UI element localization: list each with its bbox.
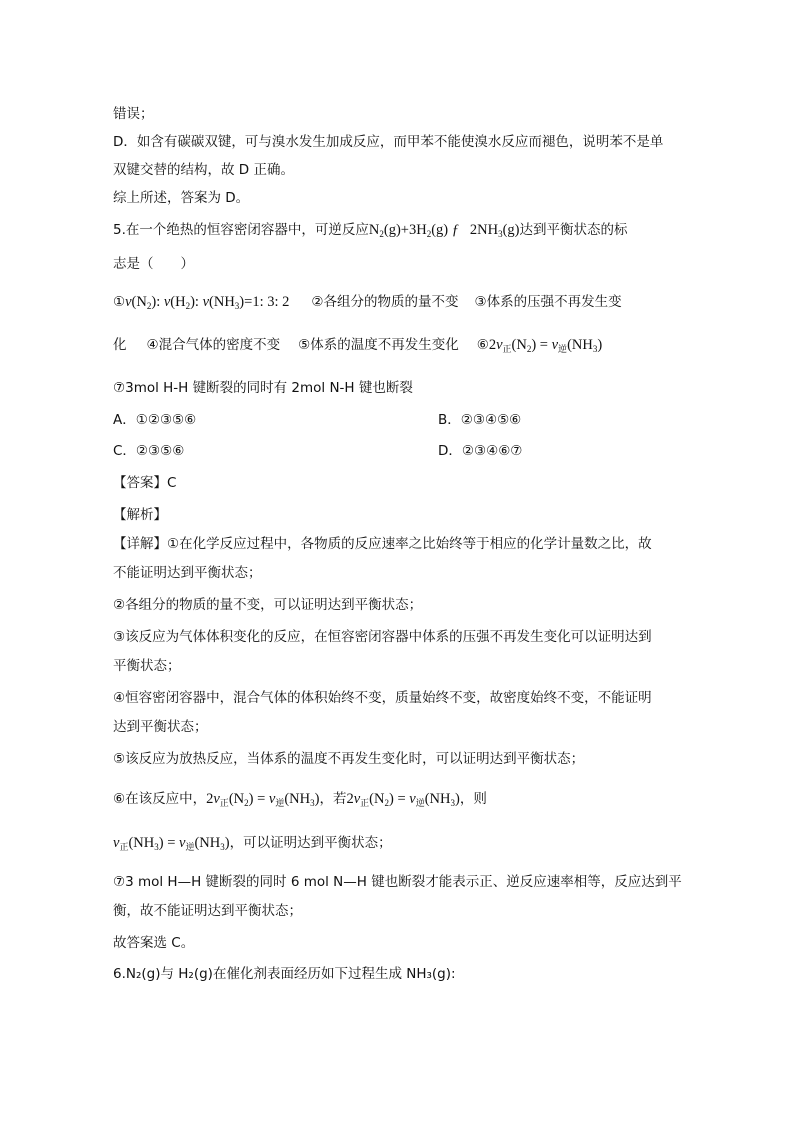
reaction-equation: $N_2(g)+3H_2(g)$ ƒ $2NH_3(g)$ xyxy=(368,222,520,239)
option-b[interactable]: B．②③④⑤⑥ xyxy=(438,412,522,428)
text-line: ⑦3mol H-H 键断裂的同时有 2mol N-H 键也断裂 xyxy=(113,380,413,396)
question-text: 达到平衡状态的标 xyxy=(519,222,628,238)
statements-line-1: $①v(N_2)$: $v(H_2)$: $v(NH_3)=1$: 3: 2 ②各组分的物质的量不变 ③体系的压强不再发生变 xyxy=(113,294,622,311)
text-line: ⑦3 mol H—H 键断裂的同时 6 mol N—H 键也断裂才能表示正、逆反应速率相等，反应达到平 xyxy=(113,874,682,890)
option-a[interactable]: A．①②③⑤⑥ xyxy=(113,412,197,428)
statement-text: ④混合气体的密度不变 xyxy=(146,337,281,353)
rate-equation-formula: $2v_正(N_2) = v_逆(NH_3)$ xyxy=(206,791,320,808)
text-line: 衡，故不能证明达到平衡状态； xyxy=(113,903,302,919)
answer-line xyxy=(113,473,176,493)
rate-equation-formula: $2v_正(N_2) = v_逆(NH_3)$ xyxy=(346,791,460,808)
detail-line: 【详解】①在化学反应过程中，各物质的反应速率之比始终等于相应的化学计量数之比，故 xyxy=(113,536,652,552)
text-line: ④恒容密闭容器中，混合气体的体积始终不变，质量始终不变，故密度始终不变，不能证明 xyxy=(113,690,652,706)
text-line: 综上所述，答案为 D。 xyxy=(113,190,250,206)
statement-text: ⑤体系的温度不再发生变化 xyxy=(298,337,459,353)
answer-value: C xyxy=(167,475,177,491)
text-line: 故答案选 C。 xyxy=(113,935,195,951)
statements-line-2: 化 ④混合气体的密度不变 ⑤体系的温度不再发生变化 $⑥2v_正(N_2) = v_逆(NH_3)$ xyxy=(113,337,603,354)
text-line: ③该反应为气体体积变化的反应，在恒容密闭容器中体系的压强不再发生变化可以证明达到 xyxy=(113,629,652,645)
text-line: 不能证明达到平衡状态； xyxy=(113,565,262,581)
statement-text: ③体系的压强不再发生变 xyxy=(474,294,622,310)
analysis-tag: 【解析】 xyxy=(113,507,167,523)
detail-line-6b: $v_正(NH_3) = v_逆(NH_3)$，可以证明达到平衡状态； xyxy=(113,835,392,852)
question-5-stem xyxy=(113,220,627,240)
question-text: 5.在一个绝热的恒容密闭容器中，可逆反应 xyxy=(113,222,369,238)
text-line: ⑤该反应为放热反应，当体系的温度不再发生变化时，可以证明达到平衡状态； xyxy=(113,751,585,767)
rate-equation-formula: $v_正(NH_3) = v_逆(NH_3)$ xyxy=(113,835,230,852)
text-line: D．如含有碳碳双键，可与溴水发生加成反应，而甲苯不能使溴水反应而褪色，说明苯不是单 xyxy=(113,134,664,150)
text-line: 双键交替的结构，故 D 正确。 xyxy=(113,162,294,178)
text-line: ②各组分的物质的量不变，可以证明达到平衡状态； xyxy=(113,597,423,613)
rate-equation-formula: $2v_正(N_2) = v_逆(NH_3)$ xyxy=(488,337,603,354)
option-c[interactable]: C．②③⑤⑥ xyxy=(113,443,185,459)
text-line: 平衡状态； xyxy=(113,658,181,674)
detail-line-6: ⑥在该反应中，$2v_正(N_2) = v_逆(NH_3)$，若$2v_正(N_2) = v_逆(NH_3)$，则 xyxy=(113,791,487,808)
question-6-stem: 6.N₂(g)与 H₂(g)在催化剂表面经历如下过程生成 NH₃(g): xyxy=(113,966,456,982)
text-line: 志是（ ） xyxy=(113,256,194,272)
text-line: 错误； xyxy=(113,106,154,122)
text-line: 达到平衡状态； xyxy=(113,719,208,735)
answer-tag: 【答案】 xyxy=(113,475,167,491)
option-d[interactable]: D．②③④⑥⑦ xyxy=(438,443,523,459)
equilibrium-arrow-icon: ƒ xyxy=(451,222,459,238)
statement-text: ②各组分的物质的量不变 xyxy=(311,294,459,310)
rate-ratio-formula: $v(N_2)$: $v(H_2)$: $v(NH_3)=1$: 3: 2 xyxy=(125,294,290,311)
